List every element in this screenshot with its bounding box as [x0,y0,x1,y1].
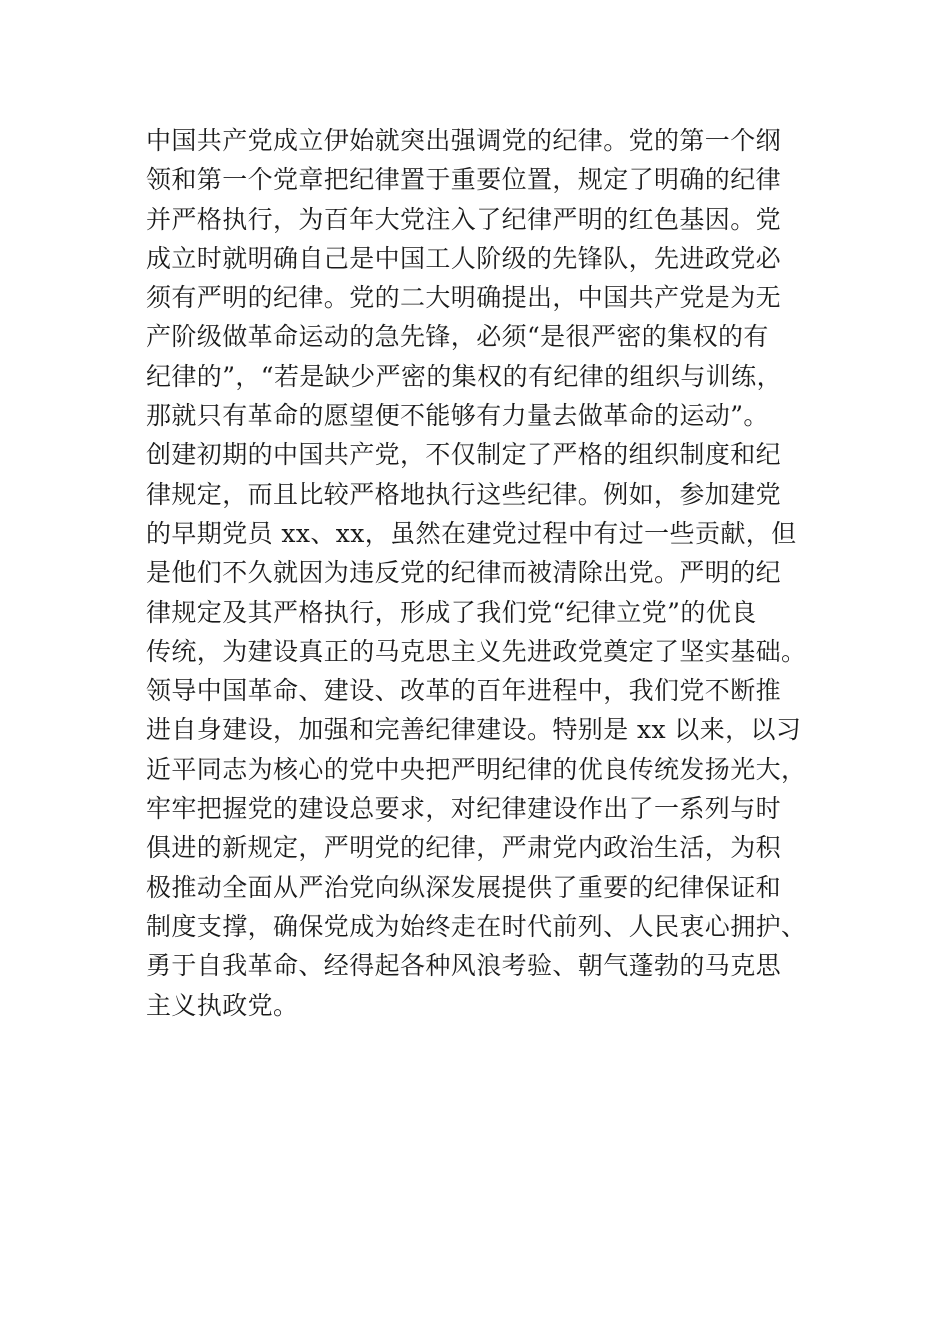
text-line: 制度支撑，确保党成为始终走在时代前列、人民衷心拥护、 [146,911,807,941]
text-line: 并严格执行，为百年大党注入了纪律严明的红色基因。党 [146,204,782,234]
text-line: 中国共产党成立伊始就突出强调党的纪律。党的第一个纲 [146,126,782,155]
text-line: 纪律的”，“若是缺少严密的集权的有纪律的组织与训练， [146,361,782,391]
text-line: 的早期党员 xx、xx，虽然在建党过程中有过一些贡献，但 [146,518,797,548]
text-line: 律规定，而且比较严格地执行这些纪律。例如，参加建党 [146,479,782,509]
text-line: 近平同志为核心的党中央把严明纪律的优良传统发扬光大， [146,754,807,784]
text-line: 领和第一个党章把纪律置于重要位置，规定了明确的纪律 [146,165,782,195]
text-line: 是他们不久就因为违反党的纪律而被清除出党。严明的纪 [146,558,782,588]
text-line: 产阶级做革命运动的急先锋，必须“是很严密的集权的有 [146,322,769,352]
text-line: 传统，为建设真正的马克思主义先进政党奠定了坚实基础。 [146,636,807,666]
text-line: 进自身建设，加强和完善纪律建设。特别是 xx 以来，以习 [146,715,802,745]
text-line: 主义执政党。 [146,990,299,1020]
text-line: 极推动全面从严治党向纵深发展提供了重要的纪律保证和 [146,872,782,902]
text-line: 须有严明的纪律。党的二大明确提出，中国共产党是为无 [146,283,782,313]
text-line: 创建初期的中国共产党，不仅制定了严格的组织制度和纪 [146,440,782,470]
text-line: 领导中国革命、建设、改革的百年进程中，我们党不断推 [146,676,782,706]
text-line: 成立时就明确自己是中国工人阶级的先锋队，先进政党必 [146,243,782,273]
text-line: 律规定及其严格执行，形成了我们党“纪律立党”的优良 [146,597,757,627]
text-line: 那就只有革命的愿望便不能够有力量去做革命的运动”。 [146,401,769,431]
text-line: 勇于自我革命、经得起各种风浪考验、朝气蓬勃的马克思 [146,951,782,981]
text-line: 牢牢把握党的建设总要求，对纪律建设作出了一系列与时 [146,794,782,824]
text-line: 俱进的新规定，严明党的纪律，严肃党内政治生活，为积 [146,833,782,863]
body-paragraph [146,121,806,1025]
